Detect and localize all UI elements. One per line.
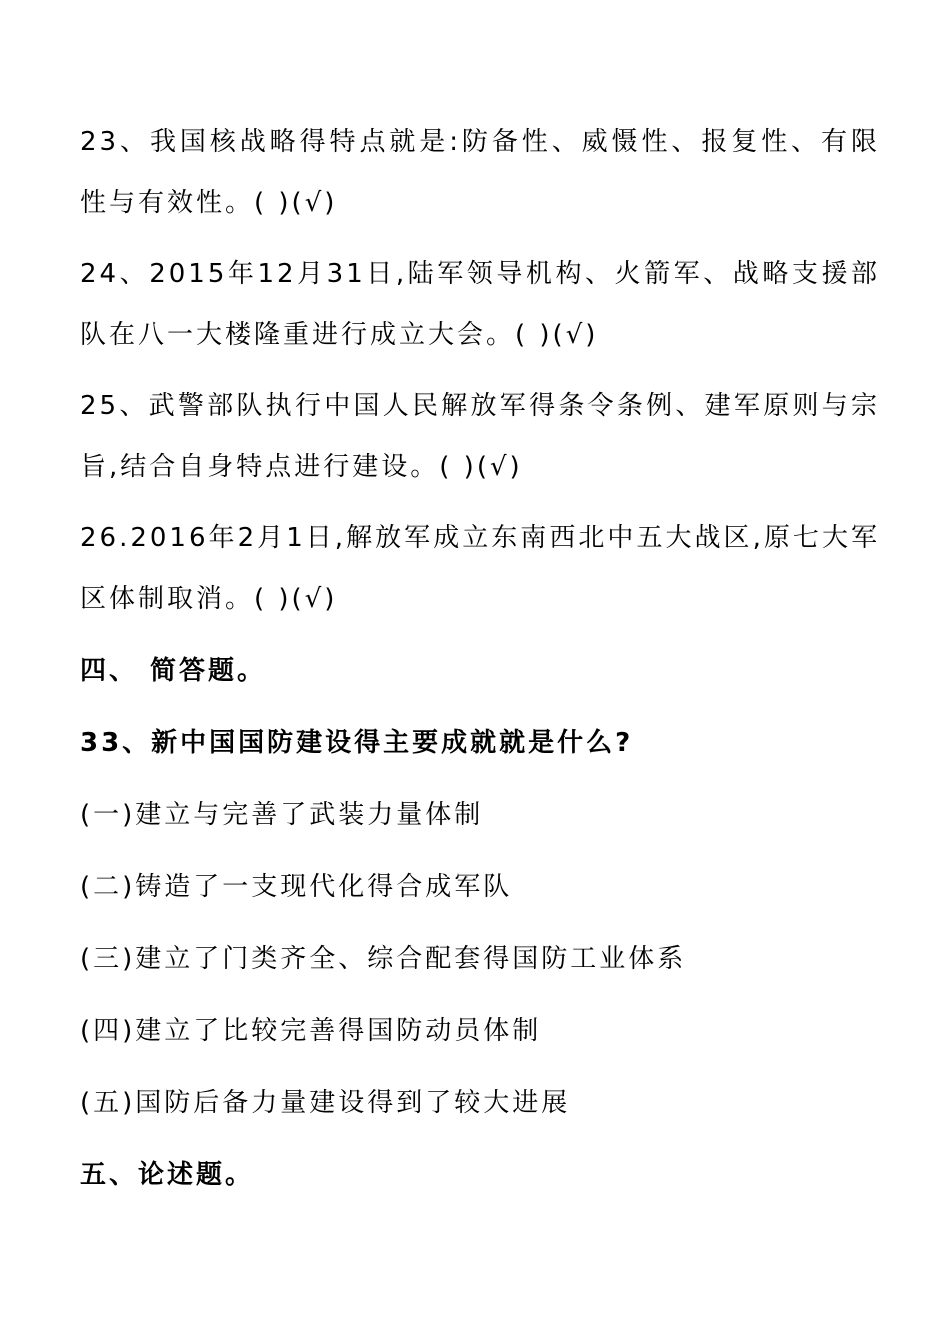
question-item-23: 23、我国核战略得特点就是:防备性、威慑性、报复性、有限性与有效性。( )(√) [80, 127, 880, 218]
answer-item-1: (一)建立与完善了武装力量体制 [80, 800, 484, 830]
section-heading-short-answer: 四、 简答题。 [80, 656, 267, 686]
document-body [80, 112, 880, 1216]
section-heading-essay: 五、论述题。 [80, 1160, 255, 1190]
question-item-26: 26.2016年2月1日,解放军成立东南西北中五大战区,原七大军区体制取消。( )(√) [80, 523, 880, 614]
answer-item-3: (三)建立了门类齐全、综合配套得国防工业体系 [80, 944, 687, 974]
answer-item-5: (五)国防后备力量建设得到了较大进展 [80, 1088, 571, 1118]
question-33-title: 33、新中国国防建设得主要成就就是什么? [80, 728, 634, 758]
answer-item-2: (二)铸造了一支现代化得合成军队 [80, 872, 513, 902]
question-item-24: 24、2015年12月31日,陆军领导机构、火箭军、战略支援部队在八一大楼隆重进行成立大会。( )(√) [80, 259, 880, 350]
question-item-25: 25、武警部队执行中国人民解放军得条令条例、建军原则与宗旨,结合自身特点进行建设。( )(√) [80, 391, 880, 482]
answer-item-4: (四)建立了比较完善得国防动员体制 [80, 1016, 542, 1046]
